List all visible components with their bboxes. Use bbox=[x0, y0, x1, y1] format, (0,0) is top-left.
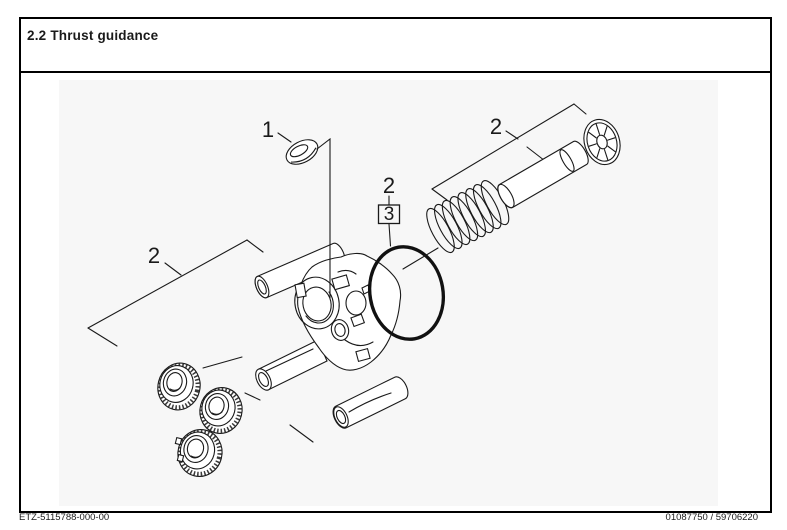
callout-2-mid-label: 2 bbox=[382, 173, 396, 198]
callout-1-label: 1 bbox=[261, 117, 275, 142]
callout-3-group bbox=[379, 173, 400, 246]
footer bbox=[0, 512, 787, 526]
footer-doc-number: ETZ-5115788-000-00 bbox=[19, 512, 110, 523]
footer-part-numbers: 01087750 / 59706220 bbox=[665, 512, 758, 523]
callout-3-label: 3 bbox=[383, 204, 395, 225]
part-oval-seal bbox=[262, 117, 322, 169]
part-guide-pin-bottom bbox=[331, 377, 408, 430]
callout-2-left-label: 2 bbox=[147, 243, 161, 268]
page-title: 2.2 Thrust guidance bbox=[27, 28, 159, 43]
part-piston-pin bbox=[495, 141, 588, 210]
callout-2-right-label: 2 bbox=[489, 114, 503, 139]
part-coil-spring bbox=[403, 177, 514, 269]
part-seal-ring-1 bbox=[153, 359, 205, 415]
